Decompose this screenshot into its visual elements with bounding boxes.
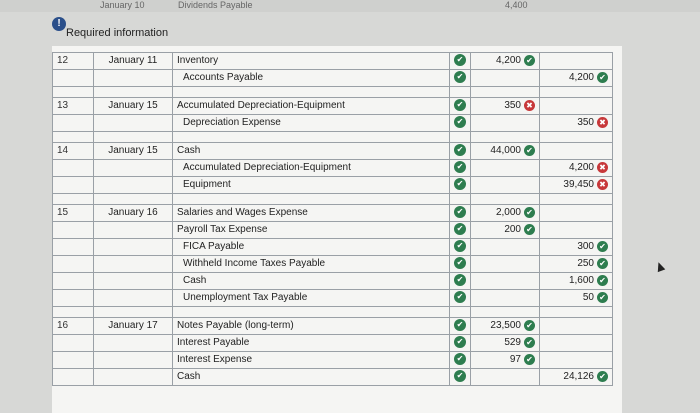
entry-number (53, 115, 94, 132)
spacer-cell (540, 307, 613, 318)
entry-number (53, 239, 94, 256)
spacer-cell (53, 87, 94, 98)
error-x-icon: ✖ (524, 100, 535, 111)
checkmark-icon: ✔ (454, 178, 466, 190)
spacer-cell (94, 194, 173, 205)
clipped-date: January 10 (100, 0, 145, 10)
row-status (450, 273, 471, 290)
row-status (450, 53, 471, 70)
error-x-icon: ✖ (597, 179, 608, 190)
row-status (450, 318, 471, 335)
entry-number (53, 369, 94, 386)
spacer-row (53, 307, 613, 318)
debit-field[interactable] (471, 290, 540, 307)
debit-field[interactable] (471, 177, 540, 194)
credit-field[interactable] (540, 70, 613, 87)
checkmark-icon: ✔ (454, 353, 466, 365)
account-field[interactable]: Cash (173, 369, 450, 386)
credit-field[interactable] (540, 369, 613, 386)
credit-field[interactable] (540, 256, 613, 273)
journal-line (53, 290, 613, 307)
spacer-cell (53, 194, 94, 205)
checkmark-icon: ✔ (524, 320, 535, 331)
debit-field[interactable] (471, 98, 540, 115)
entry-date: January 15 (94, 143, 173, 160)
spacer-cell (540, 87, 613, 98)
checkmark-icon: ✔ (454, 223, 466, 235)
debit-field[interactable] (471, 115, 540, 132)
entry-date (94, 115, 173, 132)
row-status (450, 222, 471, 239)
debit-field[interactable] (471, 256, 540, 273)
journal-line (53, 256, 613, 273)
credit-field[interactable] (540, 143, 613, 160)
debit-field[interactable] (471, 70, 540, 87)
journal-line (53, 273, 613, 290)
clipped-amount: 4,400 (505, 0, 528, 10)
journal-table (52, 52, 613, 386)
checkmark-icon: ✔ (454, 370, 466, 382)
row-status (450, 369, 471, 386)
checkmark-icon: ✔ (597, 72, 608, 83)
spacer-cell (540, 132, 613, 143)
entry-date: January 16 (94, 205, 173, 222)
credit-value: 4,200 (568, 72, 594, 83)
checkmark-icon: ✔ (454, 161, 466, 173)
checkmark-icon: ✔ (454, 336, 466, 348)
credit-field[interactable] (540, 115, 613, 132)
row-status (450, 256, 471, 273)
entry-date (94, 273, 173, 290)
spacer-cell (173, 132, 450, 143)
checkmark-icon: ✔ (524, 207, 535, 218)
account-field[interactable]: Salaries and Wages Expense (173, 205, 450, 222)
account-field[interactable]: Cash (173, 273, 450, 290)
credit-field[interactable] (540, 222, 613, 239)
entry-number (53, 70, 94, 87)
journal-line (53, 318, 613, 335)
debit-value: 4,200 (495, 55, 521, 66)
clipped-previous-row (0, 0, 700, 12)
journal-line (53, 352, 613, 369)
account-field[interactable]: Accumulated Depreciation-Equipment (173, 160, 450, 177)
error-x-icon: ✖ (597, 117, 608, 128)
checkmark-icon: ✔ (524, 354, 535, 365)
entry-date (94, 369, 173, 386)
debit-value: 2,000 (495, 207, 521, 218)
checkmark-icon: ✔ (454, 144, 466, 156)
error-x-icon: ✖ (597, 162, 608, 173)
row-status (450, 205, 471, 222)
checkmark-icon: ✔ (454, 240, 466, 252)
debit-field[interactable] (471, 53, 540, 70)
spacer-cell (471, 87, 540, 98)
entry-date (94, 335, 173, 352)
journal-line (53, 53, 613, 70)
row-status (450, 115, 471, 132)
journal-line (53, 239, 613, 256)
spacer-cell (450, 132, 471, 143)
checkmark-icon: ✔ (597, 371, 608, 382)
credit-field[interactable] (540, 177, 613, 194)
checkmark-icon: ✔ (524, 224, 535, 235)
account-field[interactable]: Accounts Payable (173, 70, 450, 87)
account-field[interactable]: Unemployment Tax Payable (173, 290, 450, 307)
debit-field[interactable] (471, 143, 540, 160)
account-field[interactable]: FICA Payable (173, 239, 450, 256)
entry-date (94, 239, 173, 256)
entry-date: January 11 (94, 53, 173, 70)
journal-line (53, 205, 613, 222)
credit-value: 4,200 (568, 162, 594, 173)
entry-date (94, 352, 173, 369)
entry-number: 16 (53, 318, 94, 335)
spacer-cell (53, 132, 94, 143)
info-circle-icon[interactable]: ! (52, 17, 66, 31)
entry-number (53, 352, 94, 369)
account-field[interactable]: Depreciation Expense (173, 115, 450, 132)
row-status (450, 143, 471, 160)
spacer-cell (450, 87, 471, 98)
entry-date: January 17 (94, 318, 173, 335)
spacer-cell (450, 307, 471, 318)
entry-number (53, 273, 94, 290)
entry-number: 15 (53, 205, 94, 222)
credit-field[interactable] (540, 335, 613, 352)
debit-value: 44,000 (490, 145, 521, 156)
account-field[interactable]: Inventory (173, 53, 450, 70)
entry-date: January 15 (94, 98, 173, 115)
debit-field[interactable] (471, 335, 540, 352)
entry-number (53, 335, 94, 352)
spacer-row (53, 132, 613, 143)
clipped-account: Dividends Payable (178, 0, 253, 10)
credit-field[interactable] (540, 273, 613, 290)
credit-field[interactable] (540, 318, 613, 335)
journal-line (53, 160, 613, 177)
credit-field[interactable] (540, 98, 613, 115)
credit-value: 300 (577, 241, 594, 252)
spacer-cell (471, 307, 540, 318)
row-status (450, 335, 471, 352)
debit-value: 200 (504, 224, 521, 235)
credit-value: 24,126 (563, 371, 594, 382)
checkmark-icon: ✔ (454, 116, 466, 128)
credit-value: 1,600 (568, 275, 594, 286)
checkmark-icon: ✔ (597, 258, 608, 269)
spacer-cell (53, 307, 94, 318)
journal-line (53, 70, 613, 87)
checkmark-icon: ✔ (454, 274, 466, 286)
credit-value: 50 (582, 292, 594, 303)
debit-field[interactable] (471, 352, 540, 369)
checkmark-icon: ✔ (524, 55, 535, 66)
entry-number (53, 177, 94, 194)
credit-value: 350 (577, 117, 594, 128)
account-field[interactable]: Payroll Tax Expense (173, 222, 450, 239)
debit-field[interactable] (471, 205, 540, 222)
entry-number: 14 (53, 143, 94, 160)
credit-field[interactable] (540, 239, 613, 256)
account-field[interactable]: Withheld Income Taxes Payable (173, 256, 450, 273)
account-field[interactable]: Interest Payable (173, 335, 450, 352)
checkmark-icon: ✔ (524, 337, 535, 348)
journal-line (53, 115, 613, 132)
spacer-row (53, 194, 613, 205)
debit-field[interactable] (471, 369, 540, 386)
checkmark-icon: ✔ (454, 257, 466, 269)
row-status (450, 160, 471, 177)
row-status (450, 98, 471, 115)
checkmark-icon: ✔ (454, 206, 466, 218)
credit-field[interactable] (540, 290, 613, 307)
spacer-cell (173, 194, 450, 205)
row-status (450, 352, 471, 369)
checkmark-icon: ✔ (597, 241, 608, 252)
credit-field[interactable] (540, 205, 613, 222)
mouse-cursor-icon (655, 261, 666, 272)
checkmark-icon: ✔ (454, 54, 466, 66)
spacer-cell (450, 194, 471, 205)
spacer-cell (94, 132, 173, 143)
account-field[interactable]: Interest Expense (173, 352, 450, 369)
spacer-cell (540, 194, 613, 205)
entry-date (94, 70, 173, 87)
checkmark-icon: ✔ (454, 291, 466, 303)
row-status (450, 290, 471, 307)
account-field[interactable]: Equipment (173, 177, 450, 194)
checkmark-icon: ✔ (597, 292, 608, 303)
spacer-cell (94, 87, 173, 98)
spacer-cell (173, 87, 450, 98)
debit-value: 97 (509, 354, 521, 365)
account-field[interactable]: Cash (173, 143, 450, 160)
credit-field[interactable] (540, 53, 613, 70)
debit-field[interactable] (471, 160, 540, 177)
entry-date (94, 177, 173, 194)
journal-line (53, 143, 613, 160)
debit-field[interactable] (471, 273, 540, 290)
credit-value: 250 (577, 258, 594, 269)
checkmark-icon: ✔ (597, 275, 608, 286)
debit-value: 529 (504, 337, 521, 348)
debit-value: 350 (504, 100, 521, 111)
journal-line (53, 177, 613, 194)
checkmark-icon: ✔ (454, 99, 466, 111)
entry-number: 12 (53, 53, 94, 70)
debit-field[interactable] (471, 318, 540, 335)
spacer-row (53, 87, 613, 98)
checkmark-icon: ✔ (454, 71, 466, 83)
journal-line (53, 222, 613, 239)
checkmark-icon: ✔ (454, 319, 466, 331)
spacer-cell (471, 194, 540, 205)
journal-line (53, 369, 613, 386)
entry-number (53, 222, 94, 239)
spacer-cell (471, 132, 540, 143)
debit-field[interactable] (471, 239, 540, 256)
debit-value: 23,500 (490, 320, 521, 331)
entry-number (53, 160, 94, 177)
spacer-cell (173, 307, 450, 318)
entry-number (53, 290, 94, 307)
entry-date (94, 222, 173, 239)
entry-number: 13 (53, 98, 94, 115)
account-field[interactable]: Accumulated Depreciation-Equipment (173, 98, 450, 115)
journal-line (53, 98, 613, 115)
journal-line (53, 335, 613, 352)
row-status (450, 239, 471, 256)
debit-field[interactable] (471, 222, 540, 239)
row-status (450, 70, 471, 87)
spacer-cell (94, 307, 173, 318)
credit-value: 39,450 (563, 179, 594, 190)
entry-date (94, 290, 173, 307)
account-field[interactable]: Notes Payable (long-term) (173, 318, 450, 335)
entry-date (94, 160, 173, 177)
entry-date (94, 256, 173, 273)
required-information-title: Required information (66, 27, 169, 39)
entry-number (53, 256, 94, 273)
checkmark-icon: ✔ (524, 145, 535, 156)
credit-field[interactable] (540, 160, 613, 177)
credit-field[interactable] (540, 352, 613, 369)
row-status (450, 177, 471, 194)
